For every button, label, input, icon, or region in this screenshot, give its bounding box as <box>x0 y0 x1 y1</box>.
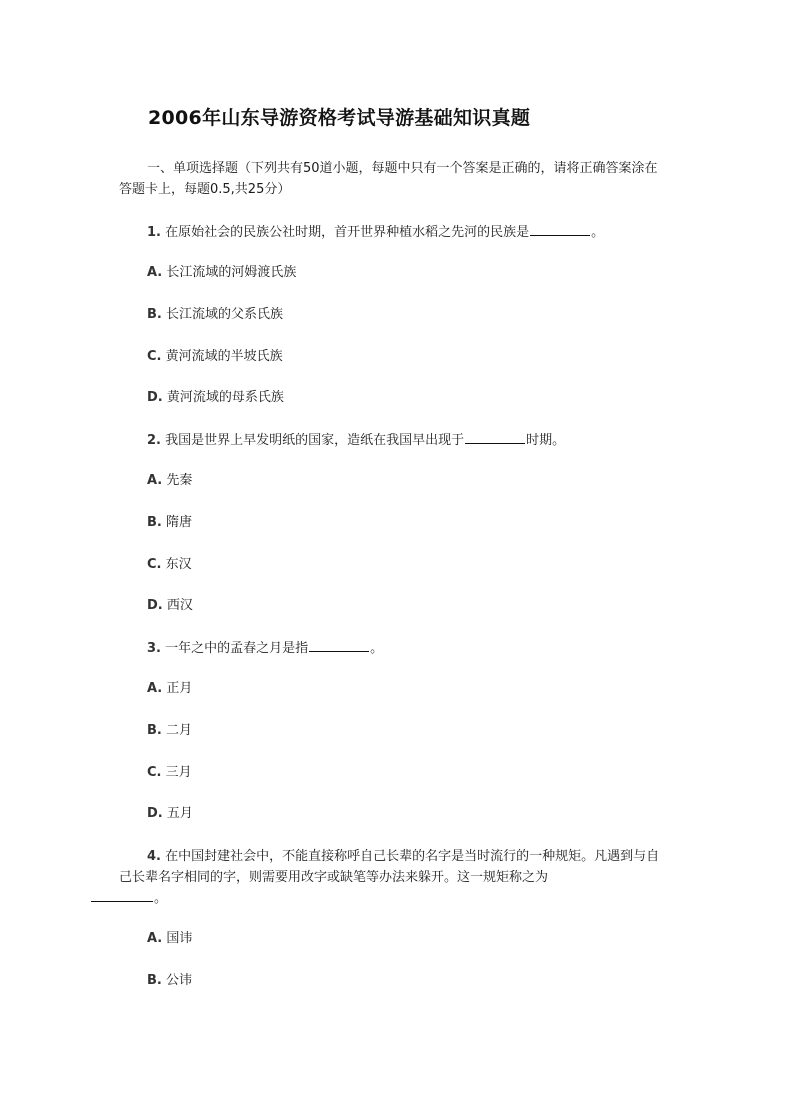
question-text: 我国是世界上早发明纸的国家，造纸在我国早出现于 <box>165 433 465 448</box>
option-text: 先秦 <box>166 473 193 488</box>
option-b <box>147 513 192 533</box>
option-text: 长江流域的父系氏族 <box>166 307 284 322</box>
option-text: 隋唐 <box>166 515 193 530</box>
option-text: 长江流域的河姆渡氏族 <box>166 265 297 280</box>
answer-blank <box>309 638 369 652</box>
option-text: 西汉 <box>166 598 193 613</box>
option-letter: D. <box>147 598 163 613</box>
question-text: 在中国封建社会中，不能直接称呼自己长辈的名字是当时流行的一种规矩。凡遇到与自己长辈名字相同的字，则需要用改字或缺笔等办法来躲开。这一规矩称之为 <box>119 849 660 885</box>
section-heading: 一、单项选择题（下列共有50道小题，每题中只有一个答案是正确的，请将正确答案涂在答题卡上，每题0.5,共25分） <box>119 161 658 197</box>
question-text: 在原始社会的民族公社时期，首开世界种植水稻之先河的民族是 <box>165 225 530 240</box>
option-letter: A. <box>147 473 163 488</box>
option-letter: C. <box>147 765 162 780</box>
question-3-stem <box>147 638 383 659</box>
option-text: 黄河流域的半坡氏族 <box>165 349 283 364</box>
question-number: 4. <box>147 849 161 864</box>
option-text: 正月 <box>166 681 193 696</box>
option-text: 五月 <box>166 806 193 821</box>
question-1-stem <box>147 222 604 243</box>
option-b <box>147 305 283 325</box>
option-b <box>147 971 192 991</box>
question-text-end: 。 <box>154 891 168 906</box>
option-text: 东汉 <box>165 557 192 572</box>
option-text: 黄河流域的母系氏族 <box>166 390 284 405</box>
option-text: 国讳 <box>166 931 193 946</box>
option-c <box>147 763 192 783</box>
option-text: 三月 <box>165 765 192 780</box>
option-a <box>147 263 296 283</box>
option-a <box>147 679 192 699</box>
option-b <box>147 721 192 741</box>
option-letter: B. <box>147 723 162 738</box>
question-text: 一年之中的孟春之月是指 <box>165 641 309 656</box>
option-letter: A. <box>147 931 163 946</box>
option-d <box>147 388 284 408</box>
option-letter: C. <box>147 349 162 364</box>
question-text-end: 。 <box>370 641 384 656</box>
option-letter: A. <box>147 265 163 280</box>
option-c <box>147 555 192 575</box>
question-text-end: 。 <box>591 225 605 240</box>
document-title: 2006年山东导游资格考试导游基础知识真题 <box>148 107 531 129</box>
answer-blank <box>465 430 525 444</box>
option-text: 二月 <box>166 723 193 738</box>
option-letter: D. <box>147 390 163 405</box>
option-a <box>147 929 192 949</box>
option-letter: B. <box>147 973 162 988</box>
option-letter: D. <box>147 806 163 821</box>
option-d <box>147 596 193 616</box>
question-4-stem <box>119 846 664 909</box>
option-text: 公讳 <box>166 973 193 988</box>
option-letter: A. <box>147 681 163 696</box>
question-number: 2. <box>147 433 161 448</box>
question-number: 1. <box>147 225 161 240</box>
question-2-stem <box>147 430 565 451</box>
answer-blank <box>91 888 153 902</box>
option-letter: B. <box>147 307 162 322</box>
option-letter: B. <box>147 515 162 530</box>
question-number: 3. <box>147 641 161 656</box>
question-text-end: 时期。 <box>526 433 566 448</box>
option-letter: C. <box>147 557 162 572</box>
option-a <box>147 471 192 491</box>
option-c <box>147 347 283 367</box>
answer-blank <box>530 222 590 236</box>
option-d <box>147 804 193 824</box>
